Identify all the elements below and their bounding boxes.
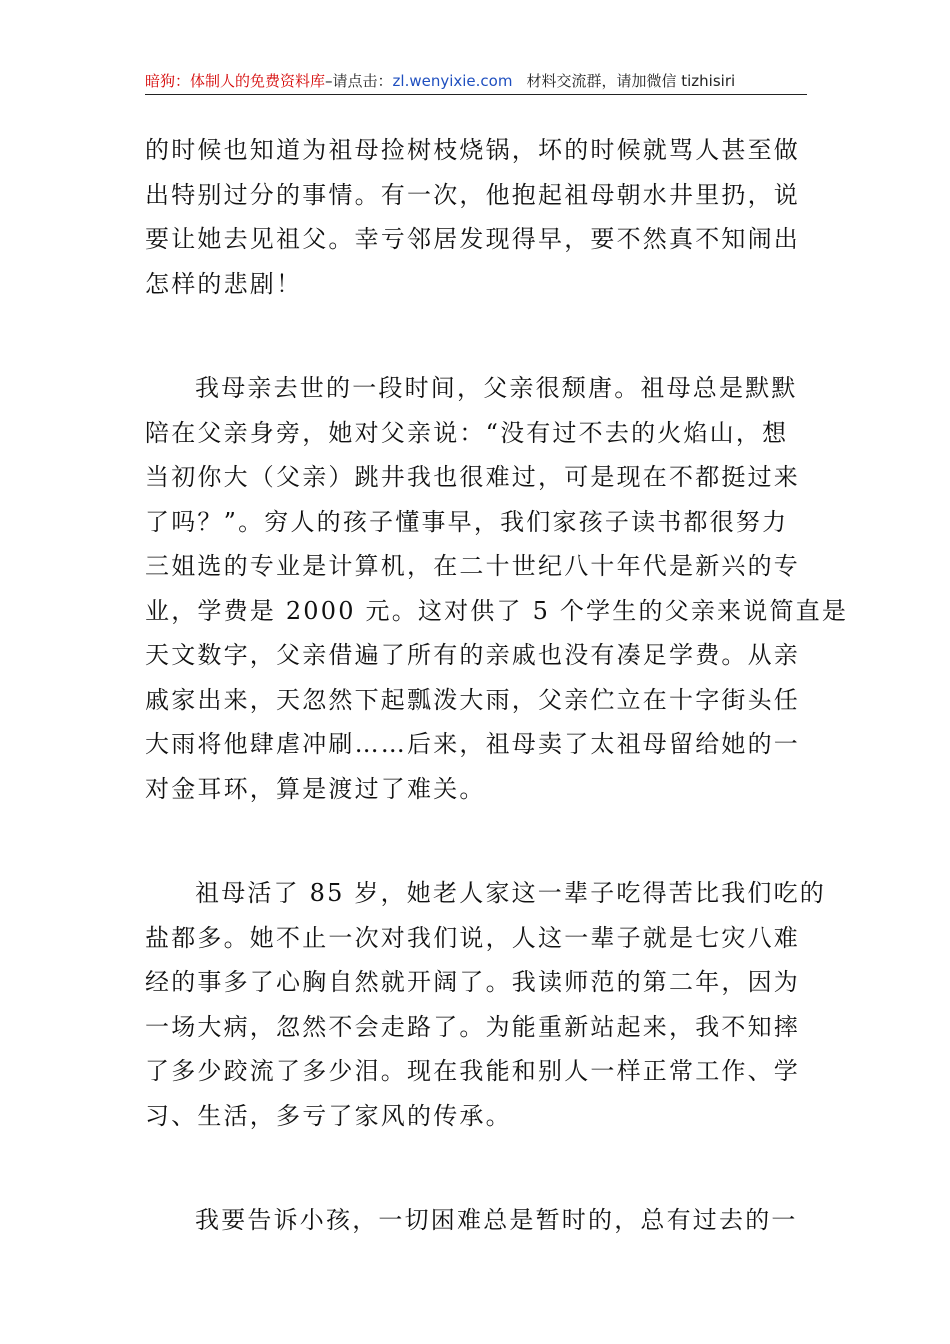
text-line: 一场大病，忽然不会走路了。为能重新站起来，我不知摔 <box>145 1012 800 1041</box>
text-line: 陪在父亲身旁，她对父亲说：“没有过不去的火焰山，想 <box>145 418 789 447</box>
text-line: 盐都多。她不止一次对我们说，人这一辈子就是七灾八难 <box>145 923 800 952</box>
text-line: 对金耳环，算是渡过了难关。 <box>145 774 486 803</box>
header-url-link[interactable]: zl.wenyixie.com <box>392 72 513 90</box>
text-line: 了多少跤流了多少泪。现在我能和别人一样正常工作、学 <box>145 1057 800 1085</box>
header-prompt: –请点击： <box>325 72 393 90</box>
text-line: 祖母活了 85 岁，她老人家这一辈子吃得苦比我们吃的 <box>195 879 826 907</box>
paragraph-1 <box>145 128 805 306</box>
header-contact: 材料交流群，请加微信 tizhisiri <box>526 72 736 90</box>
text-line: 当初你大（父亲）跳井我也很难过，可是现在不都挺过来 <box>145 463 800 491</box>
text-line: 我要告诉小孩，一切困难总是暂时的，总有过去的一 <box>195 1206 798 1234</box>
text-line: 的时候也知道为祖母捡树枝烧锅，坏的时候就骂人甚至做 <box>145 136 800 164</box>
paragraph-3 <box>145 871 826 1138</box>
text-line: 要让她去见祖父。幸亏邻居发现得早，要不然真不知闹出 <box>145 225 800 253</box>
text-line: 出特别过分的事情。有一次，他抱起祖母朝水井里扔，说 <box>145 180 800 209</box>
text-line: 经的事多了心胸自然就开阔了。我读师范的第二年，因为 <box>145 968 800 996</box>
text-line: 三姐选的专业是计算机，在二十世纪八十年代是新兴的专 <box>145 552 800 580</box>
text-line: 业，学费是 2000 元。这对供了 5 个学生的父亲来说简直是 <box>145 596 849 625</box>
text-line: 怎样的悲剧！ <box>145 269 303 298</box>
document-body <box>145 128 849 1303</box>
text-line: 我母亲去世的一段时间，父亲很颓唐。祖母总是默默 <box>195 374 798 402</box>
paragraph-2 <box>145 366 849 811</box>
page-header <box>145 68 807 95</box>
text-line: 习、生活，多亏了家风的传承。 <box>145 1101 512 1130</box>
paragraph-4 <box>145 1198 805 1243</box>
text-line: 天文数字，父亲借遍了所有的亲戚也没有凑足学费。从亲 <box>145 641 800 669</box>
text-line: 了吗？”。穷人的孩子懂事早，我们家孩子读书都很努力 <box>145 507 789 536</box>
text-line: 大雨将他肆虐冲刷……后来，祖母卖了太祖母留给她的一 <box>145 730 800 758</box>
text-line: 戚家出来，天忽然下起瓢泼大雨，父亲伫立在十字街头任 <box>145 685 800 714</box>
header-brand: 暗狗：体制人的免费资料库 <box>145 72 326 90</box>
